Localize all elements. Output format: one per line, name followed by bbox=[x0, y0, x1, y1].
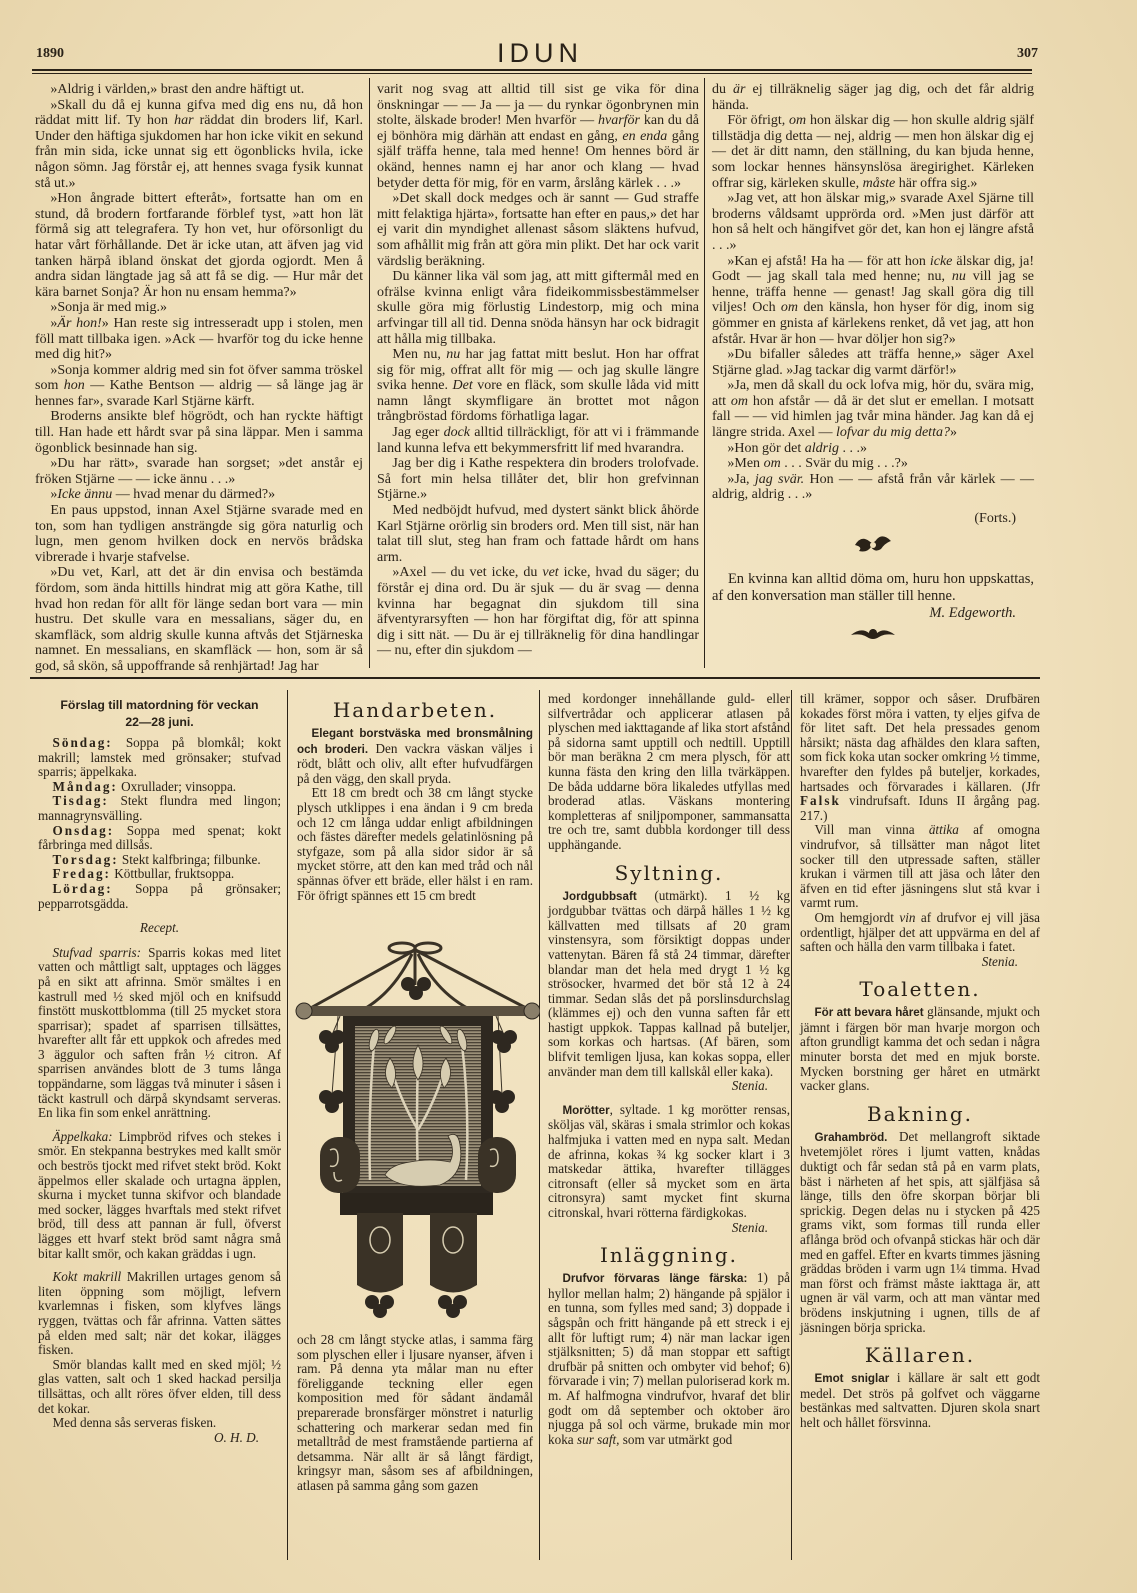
text-run: Stenia. bbox=[731, 1078, 768, 1094]
text-run: »Kan ej afstå! Ha ha — för att hon bbox=[727, 253, 930, 269]
italic-text: Är hon! bbox=[57, 315, 102, 331]
spaced-text: Onsdag: bbox=[52, 822, 115, 838]
italic-text: en enda bbox=[622, 128, 668, 144]
menu-heading bbox=[38, 714, 281, 731]
column-divider bbox=[791, 690, 792, 1560]
italic-text: hvarför bbox=[598, 113, 640, 129]
italic-text: jag svär. bbox=[754, 471, 805, 487]
text-run: Stenia. bbox=[731, 1219, 768, 1235]
text-run: »Du bifaller således att träffa henne,» säger Axel Stjärne glad. »Jag tackar dig varmt därför!» bbox=[712, 347, 1034, 378]
paragraph bbox=[377, 565, 699, 659]
text-run: — hvad menar du därmed?» bbox=[112, 487, 276, 503]
italic-text: sur saft, bbox=[576, 1431, 620, 1447]
text-run: ej tillräknelig säger jag dig, och det får aldrig hända. bbox=[712, 82, 1034, 113]
text-run: Soppa på grönsaker; pepparrotsgädda. bbox=[38, 880, 281, 911]
subheading bbox=[38, 921, 281, 936]
text-run: vore en fläck, som skulle låda vid mitt namn långt skymfligare än brottet mot någon trångbröstad fördoms förhatliga lagar. bbox=[377, 378, 699, 425]
paragraph bbox=[35, 98, 363, 192]
paragraph bbox=[38, 794, 281, 823]
text-run: . . .» bbox=[839, 440, 868, 456]
paragraph bbox=[377, 456, 699, 503]
text-run: Makrillen urtages genom så liten öppning som möjligt, lefvern kvarlemnas i fisken, som klyfves längs ryggen, tvättas och får afrinna. Vatten sättes på elden med salt; när det kokar, ilägges fisken. bbox=[38, 1269, 281, 1358]
spaced-text: Torsdag: bbox=[52, 851, 119, 867]
text-run: här offra sig.» bbox=[895, 175, 978, 191]
text-run: »Sonja kommer aldrig med sin fot öfver samma tröskel som bbox=[35, 362, 363, 394]
paragraph bbox=[38, 946, 281, 1121]
text-run: »Ja, bbox=[727, 471, 755, 487]
text-run: »Hon gör det bbox=[727, 440, 805, 456]
italic-text: om bbox=[789, 113, 807, 129]
text-run: den känsla, hon hyser för dig, inom sig gömmer en gnista af kärlekens renket, då vet jag, att hon afstår. Hvar är hon — hvar döljer hon sig?» bbox=[712, 300, 1034, 347]
italic-text: Det bbox=[452, 378, 473, 394]
text-run: varit nog svag att alltid till sist ge vika för dina önskningar — — Ja — ja — du rynkar ögonbrynen min stolte, älskade broder! Men hvarför — bbox=[377, 82, 699, 129]
text-run: Ett 18 cm bredt och 38 cm långt stycke plysch utklippes i ena ändan i 9 cm breda och 12 cm långa uddar enligt afbildningen och fästes därefter medels gelatinlösning på styfgaze, som på alla sidor sidor är så mycket större, att den kan med tråd och nål spännas öfver ett bräde, eller hälst i en ram. För öfrigt spännes ett 15 cm bredt bbox=[297, 785, 533, 903]
text-run: »Du vet, Karl, att det är din envisa och bestämda fördom, som ända hittills hindrat mig att göra Kathe, till hvad hon redan för allt för länge sedan bort vara — min hustru. Det skulle vara en messalians, säger du, en skamfläck, som aldrig skulle kunna aftvås det Stjärneska namnet. En messalians, en skamfläck — hon, som är så god, så skön, så uppoffrande så renhjärtad! Jag har bbox=[35, 565, 363, 674]
spaced-text: Lördag: bbox=[52, 880, 113, 896]
paragraph bbox=[800, 911, 1040, 955]
italic-text: har bbox=[174, 113, 194, 129]
paragraph bbox=[712, 191, 1034, 253]
text-run: alltid tillräckligt, för att vi i främmande land kunna lefva ett bekymmersfritt lif med hvarandra. bbox=[377, 425, 699, 456]
paragraph bbox=[712, 441, 1034, 457]
paragraph bbox=[38, 736, 281, 780]
spaced-text: Måndag: bbox=[52, 778, 118, 794]
text-run: har jag fattat mitt beslut. Hon har offrat sig för mig, offrat allt för mig — och jag skulle längre svika henne. bbox=[377, 347, 699, 394]
embroidered-brush-bag-illustration bbox=[290, 940, 540, 1320]
bold-lead-text: Drufvor förvaras länge färska: bbox=[562, 1272, 748, 1286]
text-run: Limpbröd rifves och stekes i smör. En stekpanna bestrykes med kallt smör och beströs tjockt med rifvet stekt bröd. Kokt äppelmos eller skalade och urtagna äpplen, skurna i mycket tunna skifvor och blandade med socker, lägges hvarftals med stekt rifvet bröd, till dess att pannan är full, öfverst lägges ett hvarf stekt bröd samt några små bitar kallt smör, och kakan gräddas i ugn. bbox=[38, 1128, 281, 1261]
text-run: » bbox=[949, 425, 957, 441]
italic-text: om bbox=[730, 393, 749, 409]
text-run: , syltade. 1 kg morötter rensas, sköljas väl, skäras i smala strimlor och kokas halfmjuka i vatten med en nypa salt. Medan de afrinna, kokas ¾ kg socker klart i 3 matskedar ättika, hvarefter tillägges citronsaft (eller så mycket som en ärta citronsyra) samt mycket fint skurna citronskal, hvari rötterna färdigkokas. bbox=[548, 1101, 790, 1220]
text-run: Källaren. bbox=[864, 1343, 976, 1368]
paragraph bbox=[800, 1371, 1040, 1430]
paragraph bbox=[377, 191, 699, 269]
story-column-1 bbox=[35, 82, 363, 675]
paragraph bbox=[35, 191, 363, 300]
signature bbox=[548, 1221, 790, 1236]
paragraph bbox=[800, 692, 1040, 823]
paragraph bbox=[800, 1005, 1040, 1094]
text-run: Men nu, bbox=[392, 347, 447, 363]
paragraph bbox=[35, 456, 363, 487]
italic-text: är bbox=[733, 82, 746, 97]
text-run: 1) på hyllor mellan halm; 2) hängande på spjälor i en tunna, som fylles med sand; 3) doppade i sågspån och fritt hängande på ett streck i ej allt för luftigt rum; 4) när man lackar igen stjälksnitten; 5) då man stoppar ett saftigt drufbär på snitten och ombyter vid behof; 6) förvarade i vin; 7) mellan puloriserad kork m. m. Af halfmogna vindrufvor, hvaraf det blir godt om då september och oktober äro njugga på sol och värme, brukade min mor koka bbox=[548, 1270, 790, 1447]
section-heading bbox=[548, 1243, 790, 1267]
paragraph bbox=[712, 347, 1034, 378]
section-heading bbox=[800, 1102, 1040, 1126]
text-run: Den vackra väskan väljes i rödt, blått och oliv, allt efter hufvudfärgen på den vägg, den skall pryda. bbox=[297, 740, 533, 786]
paragraph bbox=[35, 316, 363, 363]
text-run: 22—28 juni. bbox=[125, 715, 194, 729]
paragraph bbox=[35, 503, 363, 565]
floral-ornament-icon bbox=[849, 623, 897, 641]
paragraph bbox=[377, 503, 699, 565]
handicraft-column-top bbox=[297, 690, 533, 903]
text-run: »Skall du då ej kunna gifva med dig ens nu, då hon räddat mitt lif. Ty hon bbox=[35, 97, 363, 129]
text-run: hon afstår — då är det slut er emellan. I motsatt fall — — vid himlen jag tvår mina händer. Jag kan då ej längre strida. Axel — bbox=[712, 393, 1034, 441]
paragraph bbox=[35, 565, 363, 674]
text-run: glänsande, mjukt och jämnt i färgen bör man hvarje morgon och afton grundligt kamma det och sedan i några minuter borsta det med en mjuk borste. Mycken borstning ger håret en utmärkt vacker glans. bbox=[800, 1004, 1041, 1094]
text-run: — Kathe Bentson — aldrig — så länge jag är hennes far», svarade Karl Stjärne kärft. bbox=[35, 378, 364, 409]
section-heading bbox=[297, 698, 533, 722]
text-run: du bbox=[712, 82, 734, 97]
paragraph bbox=[548, 1271, 790, 1447]
text-run: Smör blandas kallt med en sked mjöl; ½ glas vatten, salt och 1 sked hackad persilja tillsättas, och allt röres öfver elden, till dess det kokar. bbox=[38, 1356, 281, 1416]
paragraph bbox=[548, 889, 790, 1080]
text-run: » Han reste sig intresseradt upp i stolen, men föll matt tillbaka igen. »Ack — hvarför tog du icke henne med dig hit?» bbox=[35, 315, 363, 363]
paragraph bbox=[35, 300, 363, 316]
fleuron-ornament-icon bbox=[851, 533, 895, 555]
italic-text: vin bbox=[899, 909, 916, 925]
paragraph bbox=[38, 1416, 281, 1431]
text-run: af omogna vindrufvor, så tillsätter man något litet socker till den utpressade saften, ställer krukan i värmen till att jäsa och låter den äfven en tid efter jäsningens slut stå kvar i varmt rum. bbox=[800, 822, 1040, 911]
text-run: Förslag till matordning för veckan bbox=[60, 698, 259, 712]
italic-text: aldrig bbox=[804, 440, 840, 456]
text-run: Om hemgjordt bbox=[814, 909, 900, 925]
menu-and-recipes-column bbox=[38, 697, 281, 1445]
paragraph bbox=[38, 853, 281, 868]
text-run: Hon — — afstå från vår kärlek — — aldrig, aldrig . . .» bbox=[712, 471, 1035, 503]
paragraph bbox=[712, 472, 1034, 503]
bold-lead-text: Grahambröd. bbox=[814, 1130, 888, 1144]
paragraph bbox=[377, 425, 699, 456]
italic-text: Kokt makrill bbox=[52, 1269, 122, 1285]
preserving-column bbox=[548, 692, 790, 1447]
paragraph bbox=[35, 82, 363, 98]
text-run: och 28 cm långt stycke atlas, i samma färg som plyschen eller i ljusare nyanser, äfven i ram. På denna yta målar man nu efter föreliggande teckning eller egen komposition med för sådant ändamål preparerade bronsfärger mönstret i naturlig schattering och markerar sedan med fin metalltråd de mest framstående partierna af detsamma. När allt är så långt färdigt, kringsyr man, såsom ses af afbildningen, atlasen på samma gång som gazen bbox=[297, 1332, 533, 1493]
text-run: En paus uppstod, innan Axel Stjärne svarade med en ton, som han tydligen ansträngde sig göra naturlig och lugn, men genom hvilken dock en nervös brådska vibrerade i hvarje stafvelse. bbox=[35, 503, 363, 565]
text-run: kan du då ej bönhöra mig därhän att endast en gång, bbox=[377, 113, 699, 144]
text-run: med kordonger innehållande guld- eller silfvertrådar och applicerar atlasen på plyschen med iakttagande af lika stort afstånd på sidorna samt upptill och nedtill. Upptill bör man beräkna 2 cm mera plysch, för att kunna fästa den kring den lilla tvärkäppen. De båda uddarne böra likaledes utfyllas med broderad atlas. Väskans montering kompletteras af sniljpomponer, sammansatta tre och tre, samt dubbla kordonger till dess upphängande. bbox=[548, 691, 790, 852]
text-run: Det mellangroft siktade hvetemjölet röres i ljumt vatten, knådas duktigt och får sedan stå på en varm plats, bäst i närheten af het spis, att själfjäsa så länge, tills den öfre skorpan börjar bli sprickig. Degen delas nu i stycken på 425 grams vikt, som formas till runda eller aflånga bröd och ofvanpå stickas här och där med en gaffel. Efter en kvarts timmes jäsning gräddas bröden i varm ugn 1¼ timma. Hvad man först och främst måste iakttaga är, att ugnen är väl varm, och att man väntar med brödens inskjutning i ugnen, tills de af jäsningen börja spricka. bbox=[800, 1128, 1040, 1335]
year-label: 1890 bbox=[36, 46, 64, 61]
text-run: » bbox=[50, 315, 58, 331]
text-run: »Det skall dock medges och är sannt — Gud straffe mitt felaktiga hjärta», fortsatte han efter en paus,» det har ej varit din myndighet allenast såsom släktens hufvud, som afhållit mig från att göra min plikt. Det har ock varit värdslig beräkning. bbox=[377, 191, 699, 269]
section-divider bbox=[30, 677, 1040, 679]
paragraph bbox=[297, 786, 533, 903]
text-run: Jag ber dig i Kathe respektera din broders trolofvade. Så fort min helsa tillåter det, blir hon grefvinnan Stjärne.» bbox=[377, 456, 699, 503]
spaced-text: Söndag: bbox=[52, 735, 113, 750]
text-run: Du känner lika väl som jag, att mitt giftermål med en ofrälse kvinna enligt våra fideikommissbestämmelser skulle göra mig förlustig Lindestorp, mig och mina arfvingar till all tid. Denna snöda hänsyn har ock bidragit att hålla mig tillbaka. bbox=[377, 269, 699, 347]
italic-text: måste bbox=[862, 175, 896, 191]
text-run: räddat din broders lif, Karl. Under den häftiga sjukdomen har hon icke vikit en sekund från min sida, icke unnat sig ett ögonblicks hvila, icke någon sömn. Jag förstår ej, att hennes svaga fysik kunnat stå ut.» bbox=[35, 113, 363, 191]
story-column-2 bbox=[377, 82, 699, 659]
text-run: Stekt flundra med lingon; mannagrynsvälling. bbox=[38, 793, 281, 823]
italic-text: om bbox=[780, 300, 799, 316]
story-column-3-text bbox=[712, 82, 1034, 503]
quote-text: En kvinna kan alltid döma om, huru hon uppskattas, af den konversation man ställer till henne. bbox=[712, 570, 1034, 604]
paragraph bbox=[38, 1270, 281, 1358]
section-heading bbox=[800, 977, 1040, 1001]
text-run: . . . Svär du mig . . .?» bbox=[780, 456, 908, 472]
paragraph bbox=[712, 82, 1034, 113]
text-run: (utmärkt). 1 ½ kg jordgubbar tvättas och därpå hälles 1 ½ kg källvatten med tillsats af 20 gram vinstensyra, som försiktigt doppas under vattenytan. Bären få stå 24 timmar, därefter blandar man det hela med drygt 1 ½ kg strösocker, hvarmed det bör stå 12 à 24 timmar. Sedan slås det på porslinsdurchslag (klämmes ej) och den vunna saften får ett hastigt uppkok. Tappas kallnad på buteljer, som korkas och hartsas. (Af bären, som blifvit temligen ljusa, kan kokas soppa, eller använder man dem till kallskål eller kaka). bbox=[548, 887, 790, 1079]
text-run: som var utmärkt god bbox=[619, 1431, 733, 1447]
text-run: af drufvor ej vill jäsa ordentligt, hjälper det att uppvärma en del af saften och hälla den varm tillbaka i fatet. bbox=[800, 909, 1040, 955]
paragraph bbox=[712, 254, 1034, 348]
text-run: Handarbeten. bbox=[332, 698, 498, 722]
paragraph bbox=[38, 882, 281, 911]
story-column-3 bbox=[712, 82, 1034, 647]
text-run: Jag eger bbox=[392, 425, 444, 441]
text-run: hon älskar dig — hon skulle aldrig själf tillstädja dig detta — nej, aldrig — men hon älskar dig ej — det är ditt namn, den ställning, du kan bjuda henne, som lockar hennes hänsynslösa äregirighet. Kärleken offrar sig, kärleken skulle, bbox=[712, 113, 1034, 191]
household-tips-column bbox=[800, 692, 1040, 1431]
text-run: vill jag se henne, träffa henne — genast! Jag skall göra dig till viljes! Och bbox=[712, 269, 1034, 316]
italic-text: Recept. bbox=[139, 920, 180, 936]
italic-text: icke bbox=[929, 253, 953, 269]
text-run: Oxrullader; vinsoppa. bbox=[117, 778, 237, 794]
text-run: Bakning. bbox=[866, 1101, 974, 1126]
italic-text: hon bbox=[63, 378, 85, 394]
text-run: » bbox=[50, 487, 58, 503]
text-run: »Axel — du vet icke, du bbox=[392, 565, 543, 581]
text-run: i källare är salt ett godt medel. Det strös på golfvet och väggarne bestänkas med saltvatten. Djuren skola snart helt och hållet försvinna. bbox=[800, 1370, 1040, 1430]
text-run: »Du har rätt», svarade han sorgset; »det anstår ej fröken Stjärne — — icke ännu . . .» bbox=[35, 456, 363, 487]
bold-lead-text: Morötter bbox=[562, 1103, 610, 1117]
bold-lead-text: Elegant borstväska med bronsmålning och broderi. bbox=[297, 727, 533, 756]
continued-label: (Forts.) bbox=[974, 511, 1016, 527]
text-run: »Sonja är med mig.» bbox=[50, 300, 168, 316]
text-run: För öfrigt, bbox=[727, 113, 790, 129]
section-heading bbox=[548, 861, 790, 885]
text-run: älskar dig, ja! Godt — jag skall tala med henne; nu, bbox=[712, 253, 1035, 285]
paragraph bbox=[297, 1333, 533, 1494]
text-run: Vill man vinna bbox=[814, 822, 929, 838]
paragraph bbox=[35, 363, 363, 410]
signature bbox=[800, 955, 1040, 970]
text-run: »Hon ångrade bittert efteråt», fortsatte han om en stund, då brodern fortfarande förblef tyst, »att hon lät förmå sig att telegrafera. Ty hon vet, hur oförsonligt du hatar vårt förhållande. Det är icke utan, att äfven jag vid tanken härpå ibland önskat det gjorda ogjordt. Men å andra sidan längtade jag så att få se dig. — Hur mår det kära barnet Sonja? Är hon nu ensam hemma?» bbox=[35, 191, 363, 300]
text-run: Med nedböjdt hufvud, med dystert sänkt blick åhörde Karl Stjärne orörlig sin broders ord. Men till sist, när han talat till slut, steg han fram och fattade hårdt om hans arm. bbox=[377, 503, 699, 565]
text-run: icke, hvad du säger; du förstår ej dina ord. Du är sjuk — du är svag — denna kvinna har begagnat din sjukdom till sina äfventyrarsyften — hon har förgiftat dig, för att spinna dig i sitt nät. — Du är ej tillräknelig för dina handlingar — nu, efter din sjukdom — bbox=[377, 565, 699, 659]
paragraph bbox=[35, 409, 363, 456]
paragraph bbox=[377, 82, 699, 191]
text-run: O. H. D. bbox=[213, 1429, 259, 1445]
header-rule-thin bbox=[32, 73, 1032, 74]
text-run: vindrufsaft. Iduns II årgång pag. 217.) bbox=[800, 793, 1040, 823]
text-run: Soppa med spenat; kokt fårbringa med dillsås. bbox=[38, 822, 281, 853]
bold-lead-text: Emot sniglar bbox=[814, 1372, 890, 1386]
paragraph bbox=[377, 347, 699, 425]
page-number: 307 bbox=[1017, 46, 1038, 61]
text-run: »Aldrig i världen,» brast den andre häftigt ut. bbox=[50, 82, 305, 97]
text-run: »Ja, men då skall du ock lofva mig, hör du, svära mig, att bbox=[712, 378, 1034, 409]
italic-text: Stufvad sparris: bbox=[52, 944, 142, 960]
paragraph bbox=[712, 113, 1034, 191]
text-run: Stekt kalfbringa; filbunke. bbox=[118, 851, 261, 867]
italic-text: Icke ännu bbox=[57, 487, 113, 503]
paragraph bbox=[38, 824, 281, 853]
column-divider bbox=[287, 690, 288, 1560]
text-run: gång själf träffa henne, tala med henne! Om hennes börd är okänd, hennes namn ej har anor och klang — hvad betyder detta för mig, för en varm, årslång kärlek . . .» bbox=[377, 128, 699, 191]
handicraft-column-bottom bbox=[297, 1333, 533, 1494]
paragraph bbox=[38, 867, 281, 882]
text-run: Sparris kokas med litet vatten och måttligt salt, upptages och lägges på en sikt att afrinna. Smör smältes i en kastrull med ½ sked mjöl och en knifsudd finstött muskottblomma (till 25 mycket stora sparrisar); spadet af sparrisen tillsättes, hvarefter allt får ett uppkok och afredes med 3 äggulor och saften från ½ citron. Af sparrisen användes blott de 3 tums långa toppändarne, som läggas två minuter i såsen i täckt kastrull och därpå skyndsamt serveras. En lika fin som enkel anrättning. bbox=[38, 944, 282, 1121]
bold-lead-text: För att bevara håret bbox=[814, 1006, 924, 1020]
section-heading bbox=[800, 1343, 1040, 1367]
italic-text: dock bbox=[443, 425, 471, 441]
paragraph bbox=[35, 487, 363, 503]
column-divider bbox=[704, 78, 705, 668]
paragraph bbox=[38, 1358, 281, 1416]
column-divider bbox=[369, 78, 370, 668]
spaced-text: Falsk bbox=[800, 793, 841, 809]
text-run: Toaletten. bbox=[859, 977, 981, 1002]
italic-text: ättika bbox=[928, 822, 959, 838]
paragraph bbox=[712, 378, 1034, 440]
menu-heading bbox=[38, 697, 281, 714]
text-run: Med denna sås serveras fisken. bbox=[52, 1415, 217, 1431]
text-run: Syltning. bbox=[614, 860, 724, 885]
paragraph bbox=[38, 1130, 281, 1261]
italic-text: nu bbox=[951, 269, 966, 285]
paragraph bbox=[377, 269, 699, 347]
text-run: till krämer, soppor och såser. Drufbären kokades först möra i vatten, ty eljes gifva de för litet saft. Det hela pressades genom hårsikt; nästa dag afhäldes den klara saften, som fick koka utan socker omkring ½ timme, hvarefter den fyldes på buteljer, korkades, hartsades och förvarades i källaren. (Jfr bbox=[800, 691, 1040, 794]
quote-author: M. Edgeworth. bbox=[929, 604, 1016, 621]
paragraph bbox=[548, 692, 790, 853]
text-run: Inläggning. bbox=[599, 1243, 739, 1268]
quotation bbox=[712, 570, 1034, 621]
paragraph bbox=[38, 780, 281, 795]
paragraph bbox=[548, 1103, 790, 1221]
text-run: Stenia. bbox=[981, 953, 1018, 969]
text-run: »Men bbox=[727, 456, 764, 472]
text-run: Broderns ansikte blef högrödt, och han ryckte häftigt till. Han hade ett hårdt svar på sina läppar. Men i samma ögonblick besinnade han sig. bbox=[35, 409, 363, 456]
italic-text: nu bbox=[446, 347, 461, 363]
italic-text: lofvar du mig detta? bbox=[836, 425, 950, 441]
bold-lead-text: Jordgubbsaft bbox=[562, 889, 637, 903]
paragraph bbox=[712, 456, 1034, 472]
text-run: »Jag vet, att hon älskar mig,» svarade Axel Sjärne till broderns våldsamt upprörda ord. »Men just därför att hon så helt och hängifvet gör det, kan hon ej längre afstå . . .» bbox=[712, 191, 1034, 253]
signature bbox=[38, 1431, 281, 1446]
header-rule-thick bbox=[32, 69, 1032, 71]
paragraph bbox=[297, 726, 533, 786]
spaced-text: Tisdag: bbox=[52, 793, 109, 809]
signature bbox=[548, 1079, 790, 1094]
italic-text: om bbox=[763, 456, 781, 472]
paragraph bbox=[800, 823, 1040, 911]
italic-text: Äppelkaka: bbox=[52, 1128, 113, 1144]
italic-text: vet bbox=[542, 565, 559, 581]
spaced-text: Fredag: bbox=[52, 866, 111, 882]
text-run: Soppa på blomkål; kokt makrill; lamstek med grönsaker; stufvad sparris; äppelkaka. bbox=[38, 735, 281, 780]
paragraph bbox=[800, 1130, 1040, 1335]
masthead-title: IDUN bbox=[497, 38, 583, 68]
text-run: Köttbullar, fruktsoppa. bbox=[110, 866, 235, 882]
